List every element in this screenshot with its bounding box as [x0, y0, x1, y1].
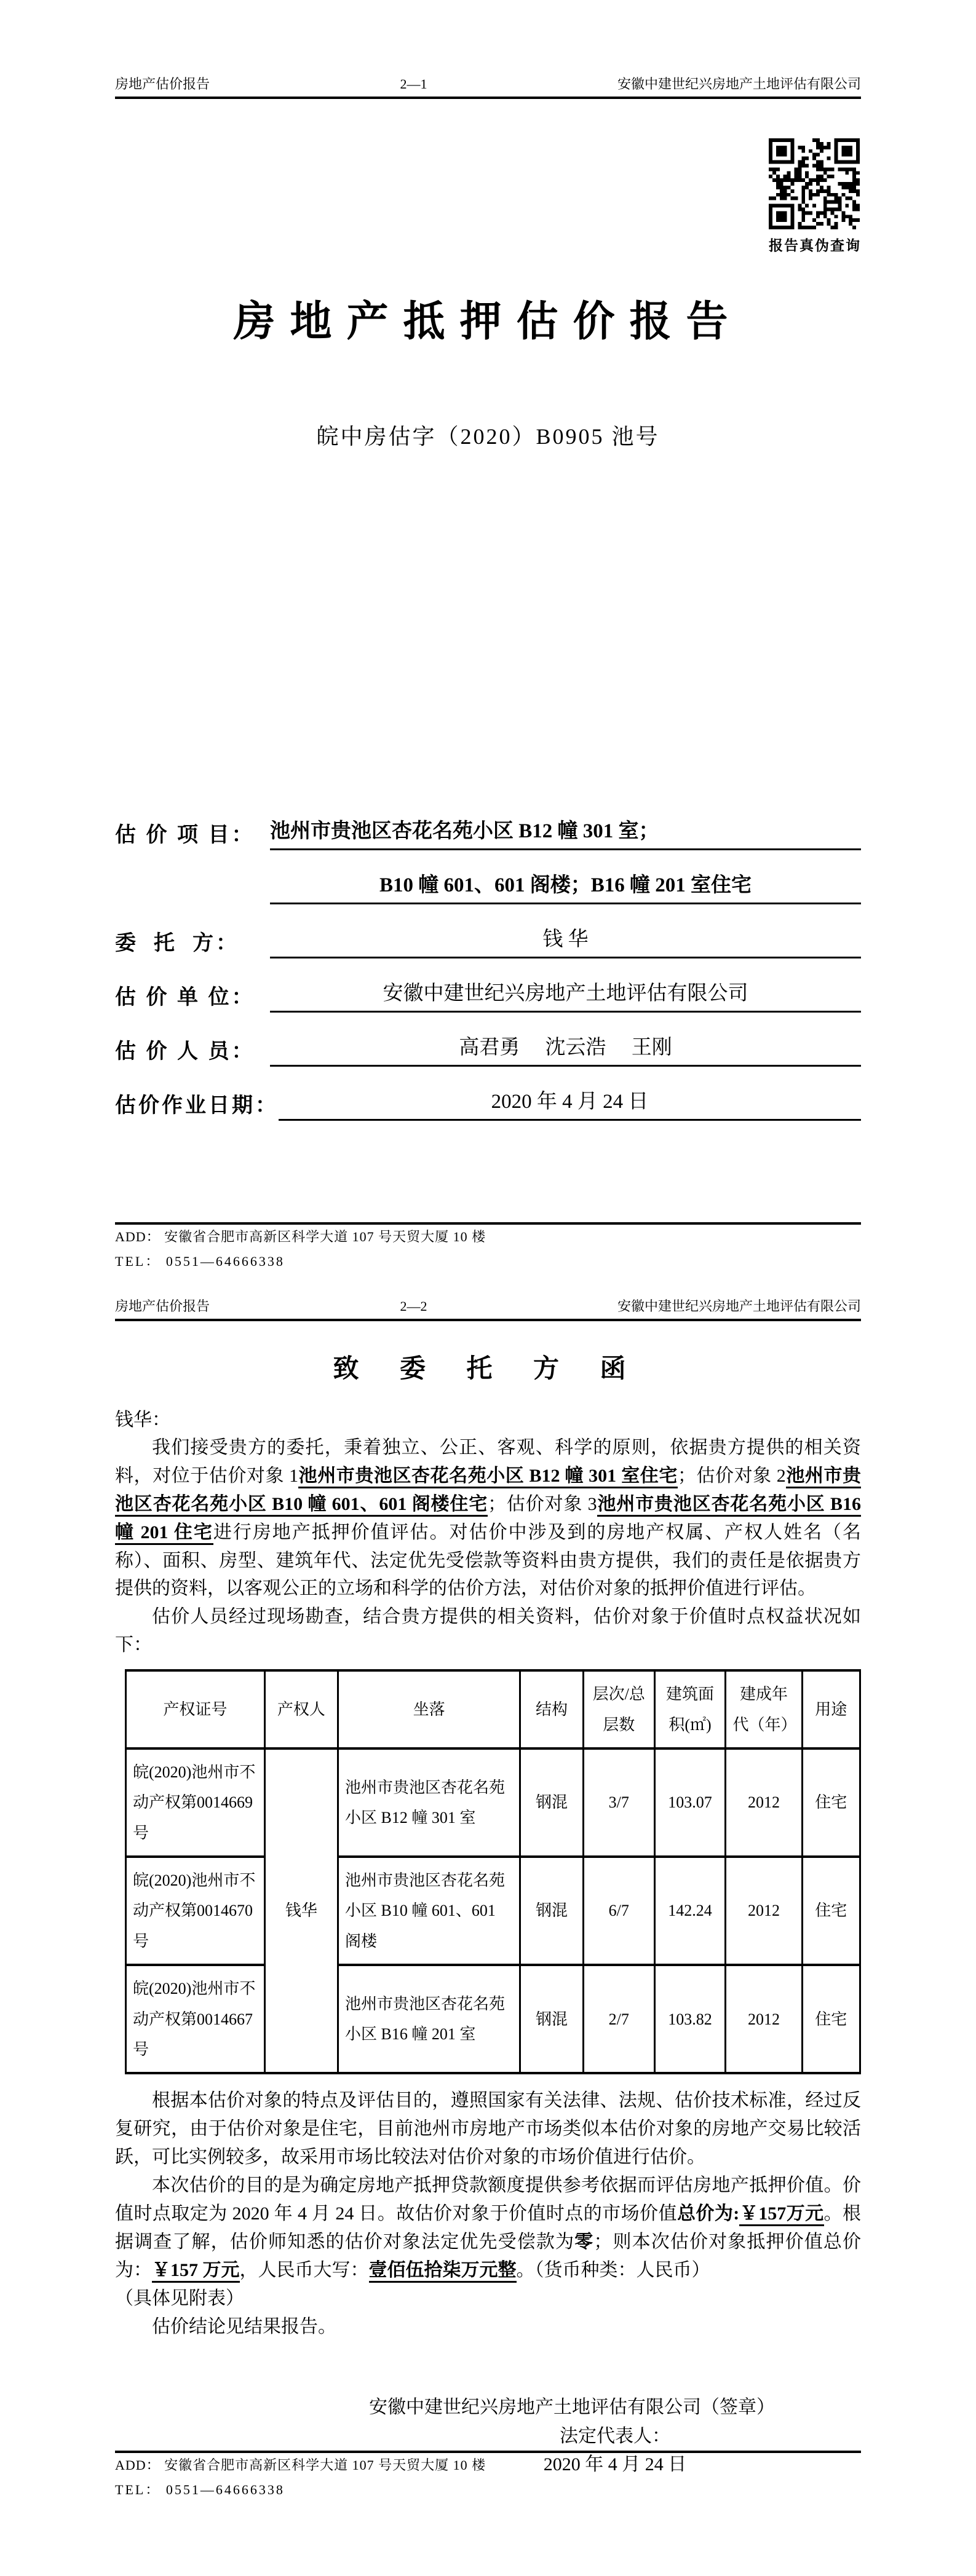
- cell-location: 池州市贵池区杏花名苑小区 B10 幢 601、601 阁楼: [338, 1857, 520, 1965]
- col-header-location: 坐落: [338, 1670, 520, 1748]
- page-footer: [115, 1222, 861, 1274]
- header-rule: [115, 1319, 861, 1321]
- col-header-floor: 层次/总层数: [583, 1670, 654, 1748]
- field-value-agency: 安徽中建世纪兴房地产土地评估有限公司: [270, 981, 861, 1013]
- letter-paragraph-4: [115, 2171, 861, 2285]
- page-1: [0, 0, 976, 1279]
- signature-date: 2020 年 4 月 24 日: [543, 2454, 687, 2475]
- form-row-project-2: [115, 869, 861, 904]
- cell-year: 2012: [726, 1748, 802, 1857]
- field-label-blank: [115, 902, 270, 904]
- page-header-doc-type: 房地产估价报告: [115, 76, 210, 92]
- page-header-doc-type: 房地产估价报告: [115, 1298, 210, 1314]
- field-value-appraisers: 高君勇 沈云浩 王刚: [270, 1035, 861, 1067]
- amount-in-words: 壹佰伍拾柒万元整: [369, 2260, 517, 2283]
- cell-structure: 钢混: [520, 1965, 584, 2073]
- mortgage-value-amount: ￥157 万元: [152, 2260, 240, 2283]
- table-row: [126, 1857, 860, 1965]
- table-row: [126, 1748, 860, 1857]
- subject-2-highlight: 池州市贵池区杏花名苑小区 B10 幢 601、601 阁楼住宅: [115, 1466, 861, 1517]
- see-attached-note: （具体见附表）: [115, 2288, 244, 2309]
- document-number: 皖中房估字（2020）B0905 池号: [316, 424, 660, 449]
- col-header-structure: 结构: [520, 1670, 584, 1748]
- page-number: 2—2: [400, 1298, 427, 1314]
- footer-address: ADD： 安徽省合肥市高新区科学大道 107 号天贸大厦 10 楼: [115, 2457, 486, 2473]
- col-header-cert-no: 产权证号: [126, 1670, 265, 1748]
- signature-company: 安徽中建世纪兴房地产土地评估有限公司（签章）: [369, 2397, 775, 2418]
- footer-telephone: TEL： 0551—64666338: [115, 1254, 285, 1269]
- cell-use: 住宅: [802, 1857, 860, 1965]
- cell-year: 2012: [726, 1965, 802, 2073]
- cell-location: 池州市贵池区杏花名苑小区 B16 幢 201 室: [338, 1965, 520, 2073]
- cell-structure: 钢混: [520, 1857, 584, 1965]
- subject-1-highlight: 池州市贵池区杏花名苑小区 B12 幢 301 室住宅: [298, 1466, 678, 1488]
- priority-payment-zero: 零: [574, 2231, 594, 2252]
- field-value-project-line2: B10 幢 601、601 阁楼；B16 幢 201 室住宅: [270, 872, 861, 904]
- cover-form: [115, 815, 861, 1121]
- field-value-date: 2020 年 4 月 24 日: [279, 1089, 861, 1121]
- field-label-date: 估价作业日期：: [115, 1094, 279, 1117]
- field-label-project: 估 价 项 目：: [115, 823, 255, 847]
- letter-paragraph-2: 估价人员经过现场勘查，结合贵方提供的相关资料，估价对象于价值时点权益状况如下：: [115, 1606, 861, 1656]
- conclusion-note: 估价结论见结果报告。: [152, 2316, 336, 2337]
- page-footer: [115, 2451, 861, 2502]
- field-label-appraisers: 估 价 人 员：: [115, 1040, 255, 1063]
- property-table: [125, 1669, 861, 2074]
- page-header: [115, 1298, 861, 1314]
- field-value-client: 钱 华: [270, 926, 861, 958]
- text-run: ；估价对象 2: [677, 1465, 786, 1486]
- subject-3-highlight: 池州市贵池区杏花名苑小区 B16 幢 201 住宅: [115, 1494, 861, 1545]
- letter-paragraph-3: 根据本估价对象的特点及评估目的，遵照国家有关法律、法规、估价技术标准，经过反复研究，由于估价对象是住宅，目前池州市房地产市场类似本估价对象的房地产交易比较活跃，可比实例较多，故采用市场比较法对估价对象的市场价值进行估价。: [115, 2090, 861, 2168]
- table-header-row: [126, 1670, 860, 1748]
- col-header-year: 建成年代（年）: [726, 1670, 802, 1748]
- text-run: 。根据调查了解，估价师知悉的估价对象法定优先受偿款为: [115, 2203, 861, 2252]
- header-rule: [115, 97, 861, 99]
- form-row-client: [115, 923, 861, 958]
- text-run: ；则本次估价对象抵押价值总价为：: [115, 2231, 862, 2280]
- footer-telephone: TEL： 0551—64666338: [115, 2482, 285, 2497]
- page-header: [115, 76, 861, 92]
- qr-caption: 报告真伪查询: [769, 238, 861, 253]
- page-2: [0, 1279, 976, 2576]
- page-header-company: 安徽中建世纪兴房地产土地评估有限公司: [617, 1298, 861, 1314]
- form-row-project: [115, 815, 861, 850]
- cell-use: 住宅: [802, 1965, 860, 2073]
- col-header-area: 建筑面积(㎡): [654, 1670, 726, 1748]
- table-row: [126, 1965, 860, 2073]
- form-row-agency: [115, 977, 861, 1013]
- text-run: 。（货币种类：人民币）: [516, 2259, 710, 2280]
- cell-cert-no: 皖(2020)池州市不动产权第0014667 号: [126, 1965, 265, 2073]
- cell-floor: 3/7: [583, 1748, 654, 1857]
- text-run: 本次估价的目的是为确定房地产抵押贷款额度提供参考依据而评估房地产抵押价值。价值时点取定为 2020 年 4 月 24 日。故估价对象于价值时点的市场价值: [115, 2175, 861, 2224]
- cell-floor: 2/7: [583, 1965, 654, 2073]
- report-title: 房地产抵押估价报告: [233, 298, 743, 345]
- cell-area: 142.24: [654, 1857, 726, 1965]
- text-run: 我们接受贵方的委托，秉着独立、公正、客观、科学的原则，依据贵方提供的相关资料，对位于估价对象 1: [115, 1437, 861, 1486]
- field-label-agency: 估 价 单 位：: [115, 986, 255, 1009]
- text-run: 进行房地产抵押价值评估。对估价中涉及到的房地产权属、产权人姓名（名称）、面积、房型、建筑年代、法定优先受偿款等资料由贵方提供，我们的责任是依据贵方提供的资料，以客观公正的立场和科学的估价方法，对估价对象的抵押价值进行评估。: [115, 1522, 862, 1599]
- col-header-use: 用途: [802, 1670, 860, 1748]
- cell-area: 103.07: [654, 1748, 726, 1857]
- cell-year: 2012: [726, 1857, 802, 1965]
- cell-cert-no: 皖(2020)池州市不动产权第0014669 号: [126, 1748, 265, 1857]
- cell-structure: 钢混: [520, 1748, 584, 1857]
- footer-address: ADD： 安徽省合肥市高新区科学大道 107 号天贸大厦 10 楼: [115, 1229, 486, 1244]
- field-value-project-line1: 池州市贵池区杏花名苑小区 B12 幢 301 室；: [270, 818, 861, 850]
- cell-cert-no: 皖(2020)池州市不动产权第0014670 号: [126, 1857, 265, 1965]
- col-header-owner: 产权人: [264, 1670, 338, 1748]
- letter-title: 致 委 托 方 函: [333, 1355, 643, 1383]
- qr-code-icon: [769, 138, 860, 229]
- letter-salutation: 钱华：: [115, 1410, 170, 1430]
- text-run: ；估价对象 3: [488, 1493, 597, 1514]
- page-header-company: 安徽中建世纪兴房地产土地评估有限公司: [617, 76, 861, 92]
- qr-block: [769, 138, 861, 255]
- form-row-date: [115, 1085, 861, 1121]
- cell-location: 池州市贵池区杏花名苑小区 B12 幢 301 室: [338, 1748, 520, 1857]
- cell-use: 住宅: [802, 1748, 860, 1857]
- signature-legal-representative: 法定代表人：: [560, 2425, 670, 2446]
- total-price-label: 总价为:: [676, 2203, 740, 2224]
- market-value-amount: ￥157万元: [739, 2203, 823, 2226]
- letter-paragraph-1: [115, 1434, 861, 1603]
- field-label-client: 委 托 方：: [115, 931, 239, 955]
- cell-floor: 6/7: [583, 1857, 654, 1965]
- cell-owner: 钱华: [264, 1748, 338, 2074]
- cell-area: 103.82: [654, 1965, 726, 2073]
- page-number: 2—1: [400, 76, 427, 92]
- form-row-appraisers: [115, 1031, 861, 1067]
- text-run: ，人民币大写：: [239, 2259, 369, 2280]
